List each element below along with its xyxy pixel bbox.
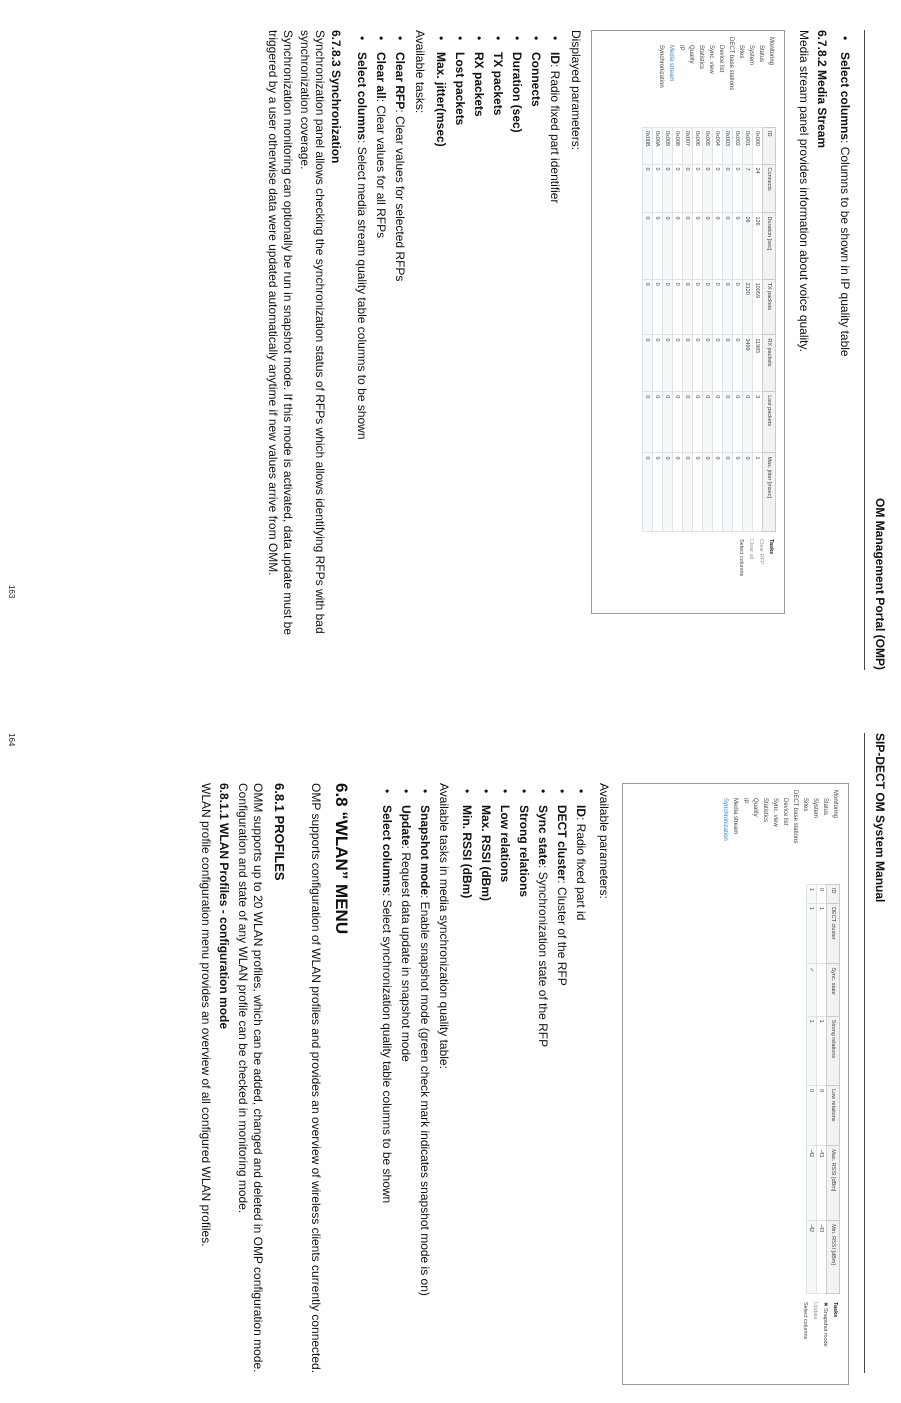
list-item	[573, 783, 589, 1383]
table-header-row	[827, 885, 840, 1294]
page-header	[864, 733, 887, 1373]
table-row[interactable]	[703, 128, 713, 532]
displayed-params-list	[430, 30, 563, 650]
column-header[interactable]: Connects	[763, 164, 776, 213]
table-body	[643, 128, 763, 532]
table-row[interactable]	[673, 128, 683, 532]
table-cell: 0x000	[753, 128, 763, 165]
table-cell: 1	[807, 904, 817, 964]
table-cell: -43	[817, 1221, 827, 1294]
nav-item[interactable]: Media stream	[668, 45, 674, 82]
list-item	[490, 30, 506, 650]
column-header[interactable]: Max. RSSI [dBm]	[827, 1146, 840, 1221]
column-header[interactable]: Min. RSSI [dBm]	[827, 1221, 840, 1294]
param-desc: : Synchronization state of the RFP	[536, 865, 550, 1048]
table-cell: 2120	[743, 279, 753, 335]
nav-item[interactable]: Sync. view	[772, 798, 778, 827]
param-name: Min. RSSI (dBm)	[460, 805, 474, 899]
list-item	[392, 30, 408, 650]
table-cell: 0	[653, 453, 663, 532]
list-item	[398, 783, 414, 1383]
table-cell: 0	[663, 453, 673, 532]
table-row[interactable]	[733, 128, 743, 532]
table-cell: 1	[807, 885, 817, 904]
param-name: ID	[548, 52, 562, 64]
table-cell: 0	[653, 392, 663, 453]
table-cell: 1	[817, 904, 827, 964]
nav-item[interactable]: Synchronization	[722, 798, 728, 841]
table-row[interactable]	[653, 128, 663, 532]
table-cell: 0	[683, 279, 693, 335]
tasks-panel	[800, 1302, 840, 1347]
column-header[interactable]: TX packets	[763, 279, 776, 335]
tasks-label: Available tasks:	[413, 30, 427, 114]
table-row[interactable]	[807, 885, 817, 1294]
table-cell: 0	[713, 335, 723, 392]
param-desc: : Columns to be shown in IP quality table	[838, 140, 852, 357]
param-name: Clear all	[374, 52, 388, 99]
param-name: Select columns	[355, 52, 369, 141]
table-cell: 0	[713, 164, 723, 213]
displayed-params-label: Displayed parameters:	[569, 30, 583, 151]
table-cell: -43	[817, 1146, 827, 1221]
nav-item[interactable]: Quality	[688, 45, 694, 64]
param-desc: : Radio fixed part id	[574, 817, 588, 921]
table-cell: 0	[693, 213, 703, 279]
table-cell: 0	[713, 453, 723, 532]
column-header[interactable]: Low relations	[827, 1086, 840, 1146]
table-cell: 0	[733, 392, 743, 453]
table-cell: 0	[653, 213, 663, 279]
table-cell: 0	[817, 1086, 827, 1146]
list-item	[547, 30, 563, 650]
page-164-content	[0, 703, 901, 1403]
table-cell: 0	[733, 164, 743, 213]
list-item	[554, 783, 570, 1383]
table-cell: 0	[713, 392, 723, 453]
param-name: DECT cluster	[555, 805, 569, 881]
media-stream-screenshot	[591, 30, 785, 614]
list-item	[471, 30, 487, 650]
tasks-label: Available tasks in media synchronization quality table:	[437, 783, 451, 1069]
nav-item[interactable]: Sites	[802, 798, 808, 812]
table-cell: 0	[743, 392, 753, 453]
param-name: TX packets	[491, 52, 505, 116]
section-text: OMP supports configuration of WLAN profiles and provides an overview of wireless clients currently connected.	[309, 783, 323, 1374]
table-cell: 0	[723, 213, 733, 279]
nav-item[interactable]: System	[812, 798, 818, 819]
table-cell: 0	[653, 279, 663, 335]
tasks-title: Tasks	[768, 539, 774, 555]
table-cell: 3499	[743, 335, 753, 392]
table-cell: 0	[643, 453, 653, 532]
table-cell: 0	[673, 213, 683, 279]
param-name: Clear RFP	[393, 52, 407, 110]
table-cell: 0	[733, 279, 743, 335]
param-desc: : Select media stream quality table columns to be shown	[355, 140, 369, 440]
section-text: WLAN profile configuration menu provides an overview of all configured WLAN profiles.	[199, 783, 213, 1247]
table-cell: 0	[733, 453, 743, 532]
nav-item[interactable]: Status	[758, 45, 764, 63]
table-cell: 0x004	[713, 128, 723, 165]
table-cell: 0x002	[733, 128, 743, 165]
nav-item[interactable]: Monitoring	[832, 790, 838, 819]
table-cell: 1	[817, 1016, 827, 1085]
table-cell: 0	[713, 213, 723, 279]
param-name: Select columns	[380, 805, 394, 894]
table-cell: 10059	[753, 279, 763, 335]
section-paragraph: Synchronization monitoring can optionally be run in snapshot mode. If this mode is activated, data update must be triggered by a user otherwise data were updated automatically anytime if new values arrive from OMM.	[266, 30, 295, 636]
param-desc: : Clear values for selected RFPs	[393, 109, 407, 282]
nav-item[interactable]: Device list	[718, 45, 724, 73]
table-cell: 0	[703, 164, 713, 213]
table-cell: 0	[743, 453, 753, 532]
table-cell: 0	[703, 453, 713, 532]
param-desc: : Request data update in snapshot mode	[399, 845, 413, 1062]
table-cell: 0	[653, 335, 663, 392]
param-name: Strong relations	[517, 805, 531, 898]
list-item	[354, 30, 370, 650]
table-cell: 0	[653, 164, 663, 213]
task-link[interactable]: Update	[812, 1302, 818, 1320]
table-cell: 0x001	[743, 128, 753, 165]
table-cell: 0x007	[683, 128, 693, 165]
table-cell: 0x008	[673, 128, 683, 165]
table-cell: 0	[643, 279, 653, 335]
page-164	[0, 703, 901, 1403]
table-row[interactable]	[683, 128, 693, 532]
section-text: OMM supports up to 20 WLAN profiles, which can be added, changed and deleted in OMP configuration mode. Configuration and state of any WLAN profile can be checked in monitoring mode.	[236, 783, 265, 1373]
navigation-menu	[720, 790, 840, 874]
table-cell: 0	[693, 453, 703, 532]
table-cell: 26	[743, 213, 753, 279]
param-desc: : Enable snapshot mode (green check mark indicates snapshot mode is on)	[418, 895, 432, 1296]
nav-item[interactable]: Statistics	[698, 45, 704, 70]
list-item	[497, 783, 513, 1383]
table-cell: 0	[733, 213, 743, 279]
table-cell: 0	[663, 279, 673, 335]
list-item	[379, 783, 395, 1383]
param-name: Max. jitter(msec)	[434, 52, 448, 147]
column-header[interactable]: Lost packets	[763, 392, 776, 453]
table-cell: 0	[703, 392, 713, 453]
param-desc: : Cluster of the RFP	[555, 880, 569, 986]
table-cell: 0	[683, 335, 693, 392]
table-row[interactable]	[713, 128, 723, 532]
tasks-title: Tasks	[832, 1302, 838, 1318]
column-header[interactable]: DECT cluster	[827, 904, 840, 964]
list-item	[373, 30, 389, 650]
nav-item[interactable]: Statistics	[762, 798, 768, 823]
nav-item[interactable]: DECT base stations	[728, 37, 734, 91]
table-cell: 0	[673, 392, 683, 453]
table-cell: 0x009	[663, 128, 673, 165]
column-header[interactable]: Duration [sec]	[763, 213, 776, 279]
param-desc: : Select synchronization quality table columns to be shown	[380, 893, 394, 1204]
table-row[interactable]	[723, 128, 733, 532]
param-name: Update	[399, 805, 413, 846]
task-link[interactable]: Select columns	[802, 1302, 808, 1340]
section-paragraph: Synchronization panel allows checking the synchronization status of RFPs which allows identifying RFPs with bad synchronization coverage.	[298, 30, 327, 634]
table-body	[807, 885, 827, 1294]
nav-item[interactable]: Device list	[782, 798, 788, 826]
synchronization-screenshot	[622, 783, 849, 1385]
table-cell: 0	[643, 392, 653, 453]
nav-item[interactable]: Media stream	[732, 798, 738, 835]
param-desc: : Clear values for all RFPs	[374, 98, 388, 239]
list-item	[452, 30, 468, 650]
table-cell: -42	[807, 1146, 817, 1221]
param-name: Max. RSSI (dBm)	[479, 805, 493, 902]
table-cell: 0	[703, 279, 713, 335]
param-desc: : Radio fixed part identifier	[548, 64, 562, 204]
column-header[interactable]: Max. jitter [msec]	[763, 453, 776, 532]
table-cell: ✓	[807, 964, 817, 1016]
list-item	[528, 30, 544, 650]
table-cell: 126	[753, 213, 763, 279]
chapter-heading: 6.8 “WLAN” MENU	[332, 783, 351, 935]
nav-item[interactable]: Synchronization	[658, 45, 664, 88]
table-cell: 1	[807, 1016, 817, 1085]
table-cell: 0	[683, 453, 693, 532]
table-cell: 0	[663, 213, 673, 279]
table-row[interactable]	[643, 128, 653, 532]
task-link[interactable]: Select columns	[738, 539, 744, 577]
list-item	[837, 30, 853, 650]
nav-item[interactable]: Sites	[738, 45, 744, 59]
param-name: Lost packets	[453, 52, 467, 126]
table-cell: 0	[733, 335, 743, 392]
table-cell: 0x005	[703, 128, 713, 165]
param-name: Snapshot mode	[418, 805, 432, 896]
table-cell: 0	[643, 164, 653, 213]
table-cell	[817, 964, 827, 1016]
table-cell: 3	[753, 392, 763, 453]
param-name: Sync state	[536, 805, 550, 866]
column-header[interactable]: RX packets	[763, 335, 776, 392]
list-item	[516, 783, 532, 1383]
table-cell: 0	[723, 392, 733, 453]
page-163	[0, 0, 901, 700]
table-cell: 0	[673, 453, 683, 532]
table-cell: 0	[713, 279, 723, 335]
list-item	[509, 30, 525, 650]
table-cell: 0	[703, 213, 713, 279]
table-cell: 24	[753, 164, 763, 213]
table-cell: 0	[663, 335, 673, 392]
table-cell: 0	[723, 164, 733, 213]
table-row[interactable]	[693, 128, 703, 532]
task-link[interactable]: Clear RFP	[758, 539, 764, 565]
table-cell: 0	[663, 392, 673, 453]
table-row[interactable]	[743, 128, 753, 532]
available-params-list	[456, 783, 589, 1383]
table-cell: 0	[693, 335, 703, 392]
column-header[interactable]: ID	[827, 885, 840, 904]
section-heading: 6.7.8.3 Synchronization	[329, 30, 343, 164]
header-title: SIP-DECT OM System Manual	[873, 733, 887, 903]
nav-item[interactable]: DECT base stations	[792, 790, 798, 844]
table-row[interactable]	[817, 885, 827, 1294]
list-item	[478, 783, 494, 1383]
nav-item[interactable]: IP	[742, 798, 748, 804]
table-cell: 0	[643, 335, 653, 392]
table-cell: 0	[673, 279, 683, 335]
nav-item[interactable]: Sync. view	[708, 45, 714, 74]
table-header-row	[763, 128, 776, 532]
nav-item[interactable]: Status	[822, 798, 828, 816]
column-header[interactable]: Sync. state	[827, 964, 840, 1016]
table-cell: 7	[743, 164, 753, 213]
table-cell: 0	[643, 213, 653, 279]
navigation-menu	[656, 37, 776, 121]
table-cell: 0	[683, 164, 693, 213]
list-item	[459, 783, 475, 1383]
column-header[interactable]: Strong relations	[827, 1016, 840, 1085]
table-row[interactable]	[753, 128, 763, 532]
synchronization-table	[806, 884, 840, 1294]
page-header	[864, 30, 887, 670]
tasks-panel	[736, 539, 776, 576]
table-cell: 0	[723, 279, 733, 335]
table-cell: 0	[673, 335, 683, 392]
section-heading: 6.8.1.1 WLAN Profiles - configuration mode	[217, 783, 231, 1030]
table-cell: 0	[817, 885, 827, 904]
nav-item[interactable]: IP	[678, 45, 684, 51]
table-cell: 0	[683, 392, 693, 453]
section-heading: 6.8.1 PROFILES	[272, 783, 287, 881]
table-cell: 0	[693, 164, 703, 213]
param-name: Low relations	[498, 805, 512, 883]
nav-item[interactable]: Quality	[752, 798, 758, 817]
list-item	[417, 783, 433, 1383]
table-cell: 0	[723, 335, 733, 392]
param-name: Select columns	[838, 52, 852, 141]
header-title: OM Management Portal (OMP)	[873, 497, 887, 670]
page-163-content	[0, 0, 901, 700]
table-row[interactable]	[663, 128, 673, 532]
page-number: 164	[7, 733, 16, 747]
section-heading: 6.7.8.2 Media Stream	[815, 30, 829, 149]
table-cell: 0	[683, 213, 693, 279]
tasks-list	[376, 783, 433, 1383]
table-cell: 0	[807, 1086, 817, 1146]
table-cell: 0	[663, 164, 673, 213]
task-link[interactable]: Clear all	[748, 539, 754, 560]
table-cell: 0x00A	[653, 128, 663, 165]
tasks-list	[351, 30, 408, 650]
list-item	[535, 783, 551, 1383]
param-name: RX packets	[472, 52, 486, 117]
table-cell: 0	[703, 335, 713, 392]
table-cell: 1	[753, 453, 763, 532]
nav-item[interactable]: Monitoring	[768, 37, 774, 66]
media-stream-table	[642, 127, 776, 532]
column-header[interactable]: ID	[763, 128, 776, 165]
table-cell: 0x00B	[643, 128, 653, 165]
intro-bullet-list	[834, 30, 853, 650]
available-params-label: Available parameters:	[597, 783, 611, 899]
table-cell: 0	[673, 164, 683, 213]
table-cell: 0	[693, 279, 703, 335]
table-cell: 0	[723, 453, 733, 532]
table-cell: 0	[693, 392, 703, 453]
page-number: 163	[7, 585, 16, 599]
table-cell: 0x006	[693, 128, 703, 165]
list-item	[433, 30, 449, 650]
param-name: Duration (sec)	[510, 52, 524, 133]
param-name: Connects	[529, 52, 543, 107]
table-cell: 0x003	[723, 128, 733, 165]
param-name: ID	[574, 805, 588, 817]
section-text: Media stream panel provides information about voice quality.	[797, 30, 811, 352]
task-link[interactable]: ✖ Snapshot mode	[822, 1302, 828, 1347]
table-cell: -42	[807, 1221, 817, 1294]
table-cell: 11985	[753, 335, 763, 392]
nav-item[interactable]: System	[748, 45, 754, 66]
